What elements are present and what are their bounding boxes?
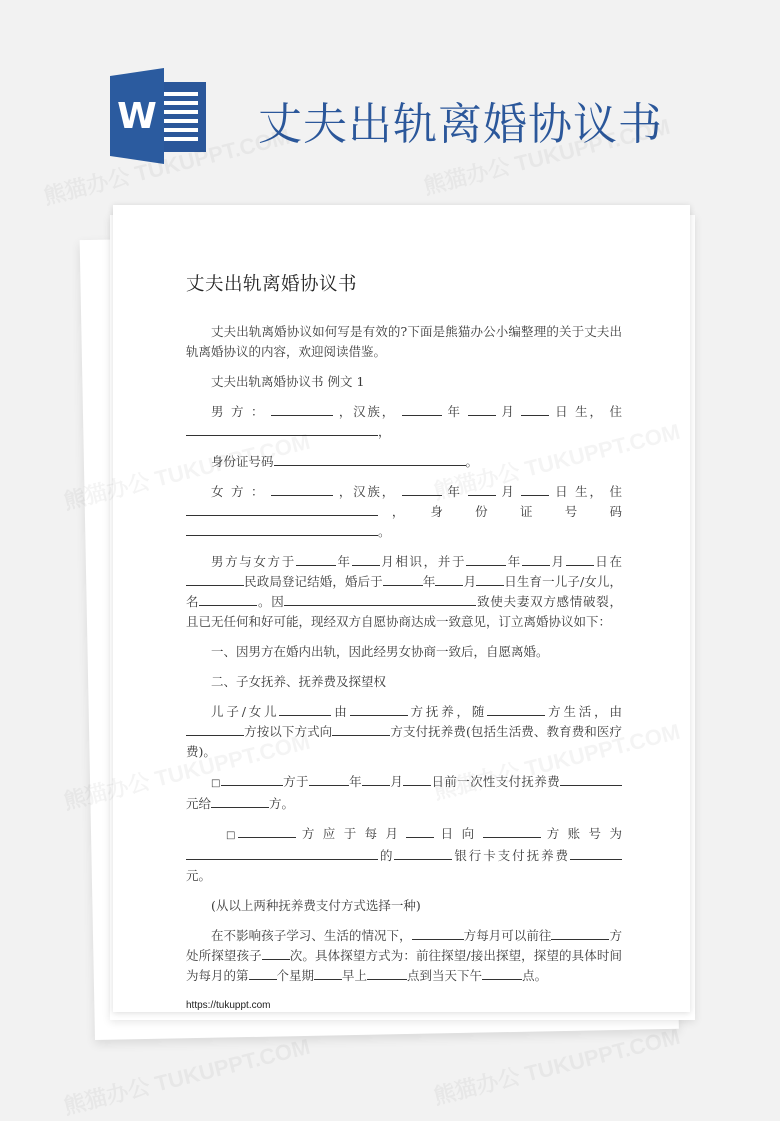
payment-option-2-line1: □ 方 应 于 每 月 日 向 方 账 号 为 [226,826,622,841]
checkbox-option-1[interactable]: □ [211,778,221,789]
banner-header [0,0,780,200]
payment-note: (从以上两种抚养费支付方式选择一种) [211,898,421,913]
male-address-line: ， [186,422,622,442]
female-birth-year-blank[interactable] [402,483,442,496]
option1-month-blank[interactable] [362,773,390,786]
visit-count-blank[interactable] [262,947,290,960]
document-content [186,275,622,1016]
child-birth-day-blank[interactable] [476,573,504,586]
child-name-blank[interactable] [199,593,257,606]
met-year-blank[interactable] [296,553,336,566]
child-birth-month-blank[interactable] [435,573,463,586]
child-birth-year-blank[interactable] [383,573,423,586]
female-address-blank[interactable] [186,503,378,516]
custody-paragraph: 儿子/女儿 由 方抚养，随 方生活，由方按以下方式向 方支付抚养费(包括生活费、教育费和医疗费)。 [186,704,622,759]
example-heading: 丈夫出轨离婚协议书 例文 1 [211,374,365,389]
option1-party-blank[interactable] [221,773,283,786]
female-id-line: 。 [186,522,622,542]
female-name-blank[interactable] [271,483,333,496]
option2-amount-blank[interactable] [570,847,622,860]
custody-party-blank[interactable] [350,703,408,716]
male-birth-year-blank[interactable] [402,403,442,416]
option1-amount-blank[interactable] [560,773,622,786]
option2-account-blank[interactable] [186,847,378,860]
option1-day-blank[interactable] [403,773,431,786]
intro-paragraph: 丈夫出轨离婚协议如何写是有效的?下面是熊猫办公小编整理的关于丈夫出轨离婚协议的内容，欢迎阅读借鉴。 [186,324,622,359]
svg-text:W: W [117,96,157,137]
female-id-blank[interactable] [186,523,378,536]
visitation-paragraph: 在不影响孩子学习、生活的情况下， 方每月可以前往 方处所探望孩子 次。具体探望方式为：前往探望/接出探望，探望的具体时间为每月的第 个星期 早上 点到当天下午 点。 [186,928,622,983]
child-blank[interactable] [279,703,331,716]
option2-party-blank[interactable] [238,825,296,838]
option2-recipient-blank[interactable] [483,825,541,838]
married-month-blank[interactable] [522,553,550,566]
document-title: 丈夫出轨离婚协议书 [186,274,358,295]
word-icon [108,68,208,164]
payment-option-2-line2: 的 银行卡支付抚养费 [186,846,622,866]
reason-blank[interactable] [284,593,476,606]
married-day-blank[interactable] [566,553,594,566]
female-info-line: 女 方 ： ，汉族， 年 月 日 生， 住 [211,484,623,499]
option2-day-blank[interactable] [406,825,434,838]
payee-party-blank[interactable] [332,723,390,736]
payment-option-1: □ 方于 年 月 日前一次性支付抚养费元给 方。 [186,772,622,814]
visit-week-blank[interactable] [249,967,277,980]
footer-url[interactable]: https://tukuppt.com [186,1000,271,1011]
male-id-blank[interactable] [274,453,466,466]
clause-2-heading: 二、子女抚养、抚养费及探望权 [211,674,387,689]
met-month-blank[interactable] [352,553,380,566]
female-birth-month-blank[interactable] [468,483,496,496]
male-address-blank[interactable] [186,423,378,436]
option2-bank-blank[interactable] [394,847,452,860]
male-birth-day-blank[interactable] [521,403,549,416]
male-name-blank[interactable] [271,403,333,416]
visit-start-hour-blank[interactable] [367,967,407,980]
male-info-line: 男 方 ： ，汉族， 年 月 日 生， 住 [211,404,623,419]
marriage-paragraph: 男方与女方于 年 月相识，并于 年 月 日在民政局登记结婚，婚后于 年 月 日生育一儿子/女儿，名 。因 致使夫妻双方感情破裂，且已无任何和好可能，现经双方自愿协商达成一致意见，订立离婚协议如下： [186,554,622,629]
visit-end-hour-blank[interactable] [482,967,522,980]
document-page [113,205,690,1012]
visit-location-party-blank[interactable] [551,927,609,940]
female-address-line: ， 身 份 证 号 码 [186,502,622,522]
visit-weekday-blank[interactable] [314,967,342,980]
watermark [430,1020,683,1111]
visit-party-blank[interactable] [412,927,464,940]
option1-year-blank[interactable] [309,773,349,786]
checkbox-option-2[interactable]: □ [226,830,238,841]
male-id-line: 身份证号码 。 [211,454,479,469]
option1-recipient-blank[interactable] [211,795,269,808]
payer-party-blank[interactable] [186,723,244,736]
payment-option-2-line3: 元。 [186,868,212,883]
female-birth-day-blank[interactable] [521,483,549,496]
male-birth-month-blank[interactable] [468,403,496,416]
live-with-party-blank[interactable] [487,703,545,716]
watermark [60,1030,313,1121]
married-year-blank[interactable] [466,553,506,566]
clause-1: 一、因男方在婚内出轨，因此经男女协商一致后，自愿离婚。 [211,644,549,659]
banner-title: 丈夫出轨离婚协议书 [258,99,663,150]
registry-blank[interactable] [186,573,244,586]
